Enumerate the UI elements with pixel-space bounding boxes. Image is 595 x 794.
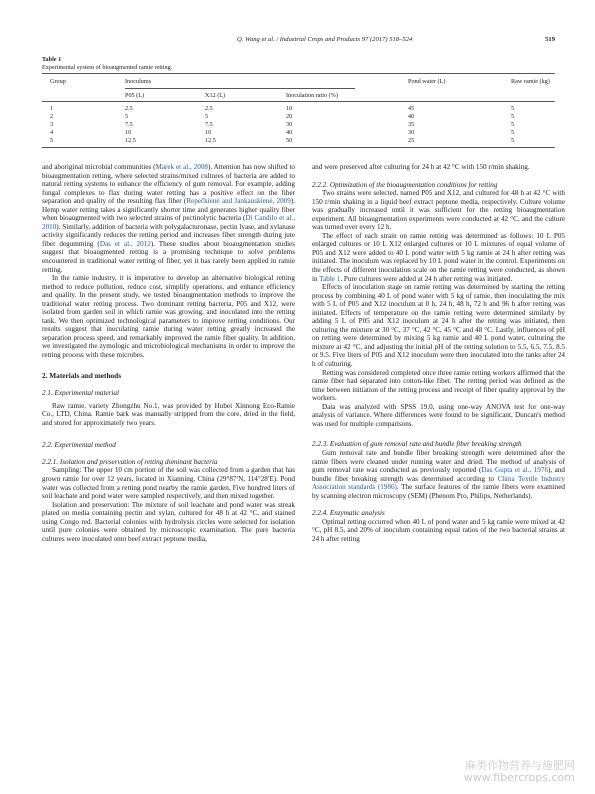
subsection-heading-method: 2.2. Experimental method: [42, 441, 116, 450]
body-paragraph: Two strains were selected, named P05 and X12, and cultured for 48 h at 42 °C with 150 r/min shaking in a liquid beef extract peptone media, respectively. Culture volume was gradually increased until it was sufficient for the retting bioaugmentation experiment. All bioaugmentation experiments were conducted at 42 °C, and the culture was turned over every 12 h.: [312, 189, 565, 232]
citation-link[interactable]: Repečkienė and Jankauskienė, 2009: [186, 197, 291, 206]
table-row-2-x12: 5: [205, 113, 209, 120]
subsubsection-heading-evaluation: 2.2.3. Evaluation of gum removal rate and bundle fiber breaking strength: [312, 440, 522, 449]
table-row-3-p05: 7.5: [125, 121, 133, 128]
col-header-ratio: Inoculation ratio (%): [286, 92, 338, 99]
body-paragraph: Isolation and preservation: The mixture of soil leachate and pond water was streak plated on media containing pectin and xylan, cultured for 48 h at 42 °C, and stained using Congo red. Bacterial colonies with hydrolysis circles were selected for isolation until pure colonies were obtained by microscopic examination. The pure bacteria cultures were inoculated onto beef extract peptone media,: [42, 500, 295, 543]
table-row-4-group: 4: [50, 129, 54, 136]
table-row-3-ratio: 30: [286, 121, 293, 128]
citation-link[interactable]: Das et al., 2012: [99, 239, 151, 248]
body-paragraph: Sampling: The upper 10 cm portion of the soil was collected from a garden that has grown ramie for over 12 years, located in Xianning, China (29°87′N, 114°28′E). Pond water was collected from a retting pond nearby the ramie garden. Five hundred liters of soil leachate and pond water were sampled respectively, and then mixed together.: [42, 466, 295, 501]
body-paragraph: Data was analyzed with SPSS 19.0, using one-way ANOVA test for one-way analysis of variance. Where differences were found to be significant, Duncan's method was used for multiple comparisons.: [312, 402, 565, 428]
table-row-5-group: 5: [50, 137, 54, 144]
col-header-inoculums: Inoculums: [125, 78, 152, 85]
subsection-heading-material: 2.1. Experimental material: [42, 389, 119, 398]
table-row-1-ramie: 5: [511, 105, 515, 112]
col-header-x12: X12 (L): [205, 92, 226, 99]
watermark-line-chinese: 麻类作物营养与施肥网: [465, 759, 575, 772]
table-top-rule: [42, 73, 555, 74]
table-row-5-ramie: 5: [511, 137, 515, 144]
right-column: [312, 163, 565, 543]
table-row-1-x12: 2.5: [205, 105, 213, 112]
table-row-1-ratio: 10: [286, 105, 293, 112]
table-row-4-pond: 30: [408, 129, 415, 136]
table-row-3-pond: 35: [408, 121, 415, 128]
table-row-1-pond: 45: [408, 105, 415, 112]
table-row-2-ramie: 5: [511, 113, 515, 120]
section-heading-materials: 2. Materials and methods: [42, 370, 122, 380]
subsubsection-heading-enzymatic: 2.2.4. Enzymatic analysis: [312, 509, 385, 518]
intro-paragraph-continued: and aboriginal microbial communities (Marek et al., 2008). Attention has now shifted to bioaugmentation retting, where selected strains/mixed cultures of bacteria are added to natural retting systems to enhance the efficiency of gum removal. For example, adding fungal complexes to flax during water retting has a positive effect on the fiber separation and quality of the resulting flax fiber (Repečkienė and Jankauskienė, 2009). Hemp water retting takes a significantly shorter time and generates higher quality fiber when bioaugmented with two selected strains of pectinolytic bacteria (Di Candilo et al., 2010). Similarly, addition of bacteria with polygalacturonase, pectin lyase, and xylanase activity significantly reduces the retting period and increases fiber strength during jute fiber degumming (Das et al., 2012). These studies about bioaugmentation studies suggest that bioaugmented retting is a promising technique to solve problems encountered in traditional water retting of fiber, yet it has rarely been applied in ramie retting.: [42, 163, 296, 274]
left-column: [42, 163, 295, 543]
table-reference-link[interactable]: Table 1: [319, 274, 341, 283]
col-header-pond-water: Pond water (L): [408, 78, 446, 85]
table-header-rule: [42, 101, 555, 102]
citation-link[interactable]: Das Gupta et al., 1976: [481, 466, 549, 475]
table-row-2-pond: 40: [408, 113, 415, 120]
watermark-line-url: www.fibercrops.com: [463, 771, 575, 784]
table-row-4-p05: 10: [125, 129, 132, 136]
table-row-4-ramie: 5: [511, 129, 515, 136]
table-row-3-group: 3: [50, 121, 54, 128]
body-paragraph: Gum removal rate and bundle fiber breaking strength were determined after the ramie fibers were cleaned under running water and dried. The method of analysis of gum removal rate was conducted as previously reported (Das Gupta et al., 1976), and bundle fiber breaking strength was determined according to China Textile Industry Association standards (1986). The surface features of the ramie fibers were examined by scanning electron microscopy (SEM) (Phenom Pro, Philips, Netherlands).: [312, 448, 565, 500]
table-row-1-group: 1: [50, 105, 54, 112]
body-paragraph: Optimal retting occurred when 40 L of pond water and 5 kg ramie were mixed at 42 °C, pH 8.5, and 20% of inoculum containing equal ratios of the two bacterial strains at 24 h after retting: [312, 517, 565, 543]
running-header: [42, 36, 555, 48]
col-header-group: Group: [50, 78, 66, 85]
table-row-5-x12: 12.5: [205, 137, 216, 144]
col-header-p05: P05 (L): [125, 92, 145, 99]
table-row-3-ramie: 5: [511, 121, 515, 128]
site-watermark: [464, 760, 575, 784]
table-row-2-group: 2: [50, 113, 54, 120]
table-row-3-x12: 7.5: [205, 121, 213, 128]
table-row-1-p05: 2.5: [125, 105, 133, 112]
intro-paragraph: In the ramie industry, it is imperative to develop an alternative biological retting method to reduce pollution, reduce cost, simplify operations, and enhance efficiency and quality. In the present study, we tested bioaugmentation methods to improve the traditional water retting process. Two dominant retting bacteria, P05 and X12, were isolated from garden soil in which ramie was growing, and inoculated into the retting tank. We then optimized technological parameters to improve retting conditions. Our results suggest that inoculating ramie during water retting greatly increased the separation process speed, and remarkably improved the ramie fiber quality. In addition, we investigated the zymologic and microbiological mechanisms in order to improve the retting process with these microbes.: [42, 274, 295, 360]
table-row-4-x12: 10: [205, 129, 212, 136]
table-row-5-pond: 25: [408, 137, 415, 144]
inoculums-span-rule: [125, 88, 355, 89]
table-row-5-p05: 12.5: [125, 137, 136, 144]
body-paragraph: Raw ramie, variety Zhongzhu No.1, was provided by Hubei Xinnong Eco-Ramie Co., LTD, China. Ramie bark was manually stripped from the core, dried in the field, and stored for approximately two years.: [42, 401, 295, 427]
subsubsection-heading-optimization: 2.2.2. Optimization of the bioaugmentation conditions for retting: [312, 180, 498, 189]
table-row-5-ratio: 50: [286, 137, 293, 144]
body-paragraph: and were preserved after culturing for 24 h at 42 °C with 150 r/min shaking.: [312, 163, 530, 171]
subsubsection-heading-isolation: 2.2.1. Isolation and preservation of retting dominant bacteria: [42, 457, 218, 466]
body-paragraph: The effect of each strain on ramie retting was determined as follows: 10 L P05 enlarged cultures or 10 L X12 enlarged cultures or 10 L mixtures of equal volume of P05 and X12 were added to 40 L pond water with 5 kg ramie at 24 h after retting was initiated. The inoculum was replaced by 10 L pond water in the control. Experiments on the effects of different inoculation scale on the ramie retting were conducted, as shown in Table 1. Pure cultures were added at 24 h after retting was initiated.: [312, 231, 565, 283]
table-bottom-rule: [42, 147, 555, 148]
citation-link[interactable]: China Textile Industry Association standards (1986): [312, 474, 565, 492]
table-label: Table 1: [42, 56, 62, 63]
body-paragraph: Retting was considered completed once three ramie retting workers affirmed that the ramie fiber had separated into cotton-like fiber. The retting period was defined as the time between initiation of the retting process and receipt of fiber quality approval by the workers.: [312, 368, 565, 403]
table-row-2-p05: 5: [125, 113, 129, 120]
col-header-raw-ramie: Raw ramie (kg): [511, 78, 550, 85]
journal-citation: Q. Wang et al. / Industrial Crops and Products 97 (2017) 518–524: [237, 36, 413, 43]
table-row-4-ratio: 40: [286, 129, 293, 136]
citation-link[interactable]: Di Candilo et al., 2010: [42, 214, 295, 231]
table-row-2-ratio: 20: [286, 113, 293, 120]
page-number: 519: [545, 36, 555, 43]
table-caption: Experimental system of bioaugmented ramie retting.: [42, 64, 173, 71]
citation-link[interactable]: Marek et al., 2008: [155, 163, 208, 171]
body-paragraph: Effects of inoculation stage on ramie retting was determined by starting the retting process by combining 40 L of pond water with 5 kg of ramie, then inoculating the mix with 5 L of P05 and X12 inoculum at 0 h, 24 h, 48 h, 72 h and 96 h after retting was initiated. Effects of temperature on the ramie retting were determined similarly by adding 5 L of P05 and X12 inoculum at 24 h after the retting was initiated, then culturing the mixture at 30 °C, 37 °C, 42 °C, 45 °C and 48 °C. Lastly, influences of pH on retting were determined by mixing 5 kg ramie and 40 L pond water, culturing the mixture at 42 °C, and adjusting the initial pH of the retting solution to 5.5, 6.5, 7.5, 8.5 or 9.5. Five liters of P05 and X12 inoculum were then inoculated into the tanks after 24 h of culturing.: [312, 283, 565, 369]
